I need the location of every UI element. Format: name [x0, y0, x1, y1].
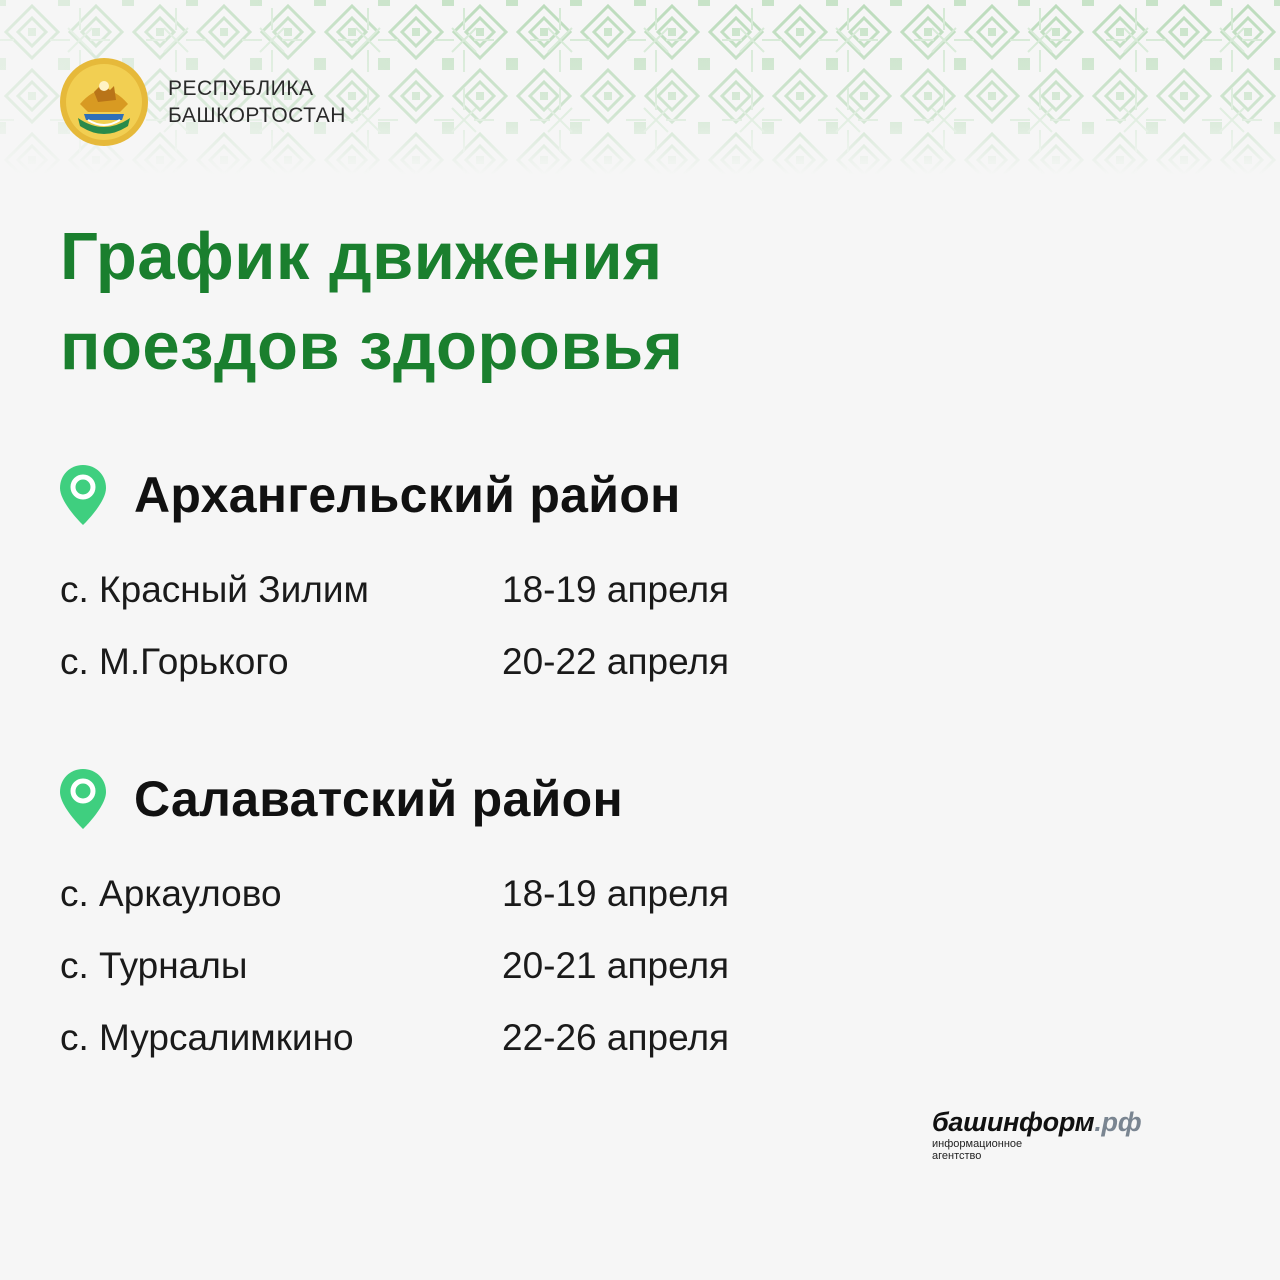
dates: 22-26 апреля — [502, 1017, 730, 1058]
district-name: Архангельский район — [134, 467, 681, 523]
location-pin-icon — [58, 463, 108, 527]
district-section — [58, 766, 1158, 1074]
dates: 18-19 апреля — [502, 569, 730, 610]
brand-subtitle — [932, 1138, 1192, 1162]
dates: 18-19 апреля — [502, 873, 730, 914]
republic-line-2: БАШКОРТОСТАН — [168, 104, 346, 127]
village-name: с. Мурсалимкино — [60, 1017, 354, 1058]
district-name: Салаватский район — [134, 771, 623, 827]
district-section — [58, 462, 1158, 698]
district-header — [58, 766, 1158, 832]
brand-name-text: башинформ — [932, 1107, 1095, 1137]
village-name: с. Турналы — [60, 945, 248, 986]
header — [58, 56, 346, 148]
brand-domain: .рф — [1094, 1107, 1142, 1137]
republic-name — [168, 75, 346, 129]
village-name: с. М.Горького — [60, 641, 289, 682]
brand-logo — [932, 1106, 1192, 1162]
republic-line-1: РЕСПУБЛИКА — [168, 77, 314, 100]
district-header — [58, 462, 1158, 528]
title-line-1: График движения — [60, 219, 663, 294]
emblem-icon — [58, 56, 150, 148]
schedule-row — [58, 930, 1158, 1002]
schedule-list — [58, 554, 1158, 698]
dates: 20-22 апреля — [502, 641, 730, 682]
schedule-list — [58, 858, 1158, 1074]
brand-subtitle-line-1: информационное — [932, 1138, 1023, 1150]
schedule-row — [58, 626, 1158, 698]
schedule-row — [58, 1002, 1158, 1074]
brand-subtitle-line-2: агентство — [932, 1150, 982, 1162]
title-line-2: поездов здоровья — [60, 309, 684, 384]
brand-name — [932, 1106, 1192, 1138]
dates: 20-21 апреля — [502, 945, 730, 986]
village-name: с. Аркаулово — [60, 873, 282, 914]
schedule-row — [58, 858, 1158, 930]
page-title — [60, 212, 683, 392]
location-pin-icon — [58, 767, 108, 831]
village-name: с. Красный Зилим — [60, 569, 369, 610]
schedule-row — [58, 554, 1158, 626]
